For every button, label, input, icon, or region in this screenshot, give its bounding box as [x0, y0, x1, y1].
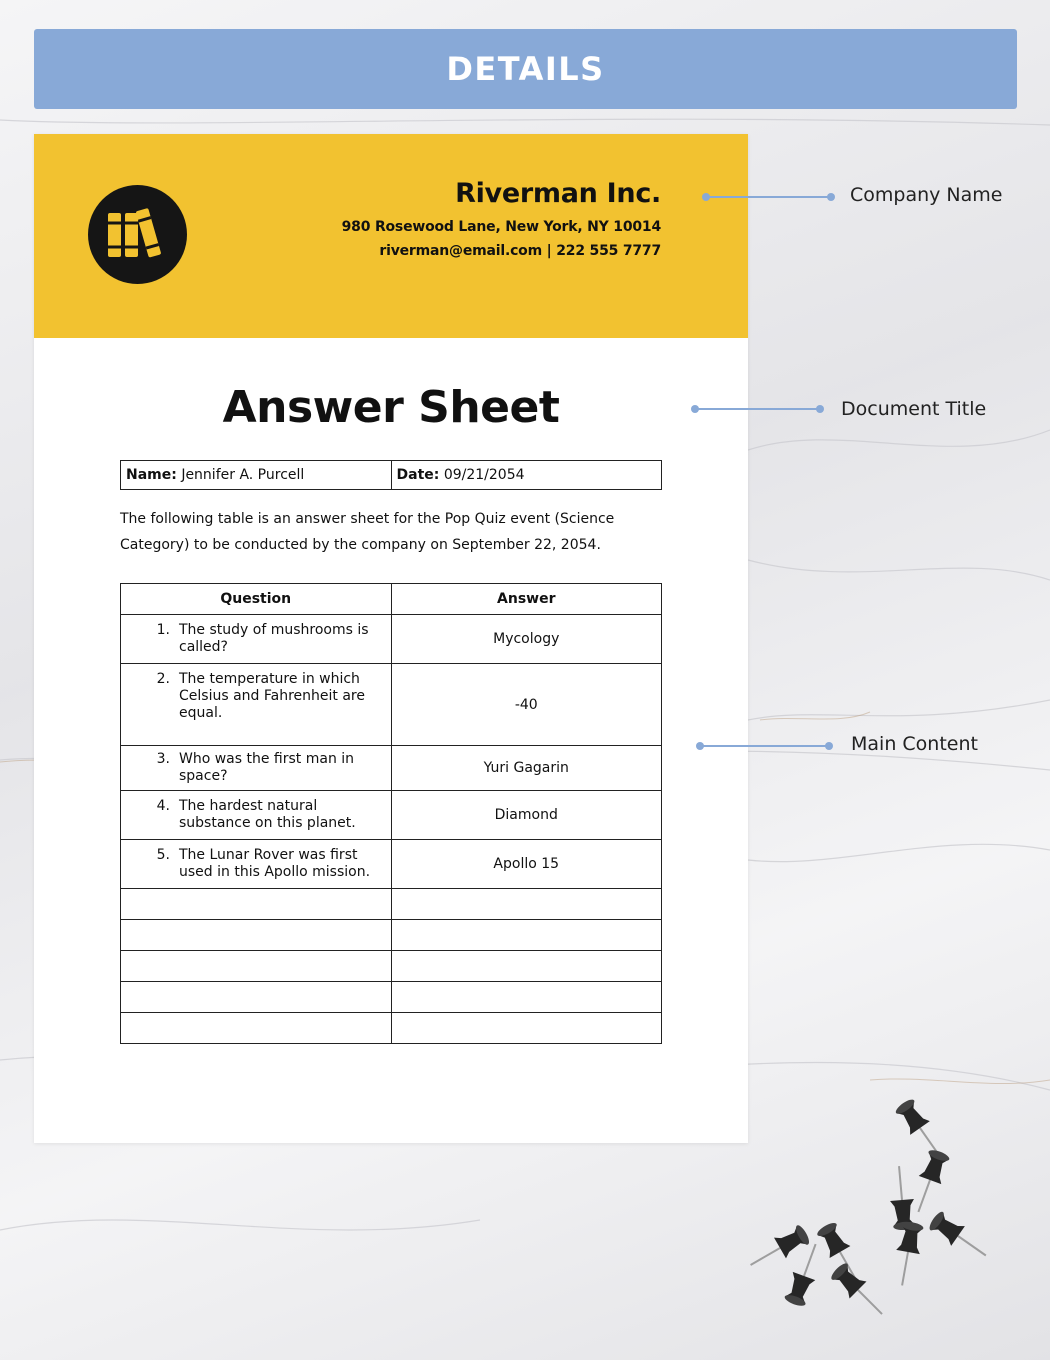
banner-title: DETAILS — [446, 50, 605, 88]
books-icon — [88, 185, 187, 284]
empty-cell — [391, 982, 662, 1013]
callout-dot — [816, 405, 824, 413]
question-text: The hardest natural substance on this planet. — [179, 798, 356, 831]
company-name: Riverman Inc. — [455, 178, 661, 209]
question-number: 3. — [156, 751, 170, 767]
table-row — [121, 664, 662, 746]
answer-cell: Apollo 15 — [391, 840, 662, 889]
company-address: 980 Rosewood Lane, New York, NY 10014 — [341, 219, 661, 235]
question-number: 2. — [156, 671, 170, 687]
question-number: 5. — [156, 847, 170, 863]
table-row — [121, 746, 662, 791]
question-cell — [121, 791, 392, 840]
empty-cell — [391, 951, 662, 982]
table-row — [121, 840, 662, 889]
callout-label-company-name: Company Name — [850, 184, 1003, 206]
date-label: Date: — [396, 467, 440, 483]
question-cell — [121, 746, 392, 791]
document-header — [34, 134, 748, 338]
name-cell — [121, 461, 392, 490]
callout-dot — [827, 193, 835, 201]
answer-table — [120, 583, 662, 1044]
name-value: Jennifer A. Purcell — [181, 467, 305, 483]
question-text: The Lunar Rover was first used in this Apollo mission. — [179, 847, 371, 880]
empty-cell — [121, 1013, 392, 1044]
callout-line — [706, 196, 830, 198]
empty-row — [121, 982, 662, 1013]
answer-cell: Diamond — [391, 791, 662, 840]
empty-row — [121, 920, 662, 951]
callout-dot — [825, 742, 833, 750]
answer-header: Answer — [391, 584, 662, 615]
empty-cell — [391, 889, 662, 920]
info-table — [120, 460, 662, 490]
empty-cell — [121, 920, 392, 951]
push-pins-icon — [740, 1080, 1040, 1350]
empty-row — [121, 951, 662, 982]
question-text: The study of mushrooms is called? — [179, 622, 369, 655]
question-number: 1. — [156, 622, 170, 638]
document-title: Answer Sheet — [222, 382, 560, 433]
question-header: Question — [121, 584, 392, 615]
company-info — [342, 178, 661, 259]
question-cell — [121, 664, 392, 746]
question-number: 4. — [156, 798, 170, 814]
table-row — [121, 615, 662, 664]
name-label: Name: — [126, 467, 177, 483]
empty-cell — [391, 920, 662, 951]
empty-row — [121, 889, 662, 920]
table-row — [121, 791, 662, 840]
empty-cell — [121, 951, 392, 982]
details-banner — [34, 29, 1017, 109]
answer-cell: Yuri Gagarin — [391, 746, 662, 791]
question-cell — [121, 615, 392, 664]
intro-paragraph: The following table is an answer sheet for the Pop Quiz event (Science Category) to be conducted by the company on September 22, 2054. — [120, 511, 615, 553]
answer-sheet-document — [34, 134, 748, 1143]
callout-line — [700, 745, 828, 747]
callout-line — [695, 408, 819, 410]
callout-label-main-content: Main Content — [851, 733, 978, 755]
empty-row — [121, 1013, 662, 1044]
answer-cell: -40 — [391, 664, 662, 746]
question-text: The temperature in which Celsius and Fahrenheit are equal. — [179, 671, 365, 721]
empty-cell — [121, 889, 392, 920]
empty-cell — [121, 982, 392, 1013]
date-value: 09/21/2054 — [443, 467, 525, 483]
company-contact: riverman@email.com | 222 555 7777 — [379, 243, 661, 259]
question-text: Who was the first man in space? — [179, 751, 355, 784]
empty-cell — [391, 1013, 662, 1044]
date-cell — [391, 461, 662, 490]
answer-cell: Mycology — [391, 615, 662, 664]
question-cell — [121, 840, 392, 889]
callout-label-document-title: Document Title — [841, 398, 987, 420]
